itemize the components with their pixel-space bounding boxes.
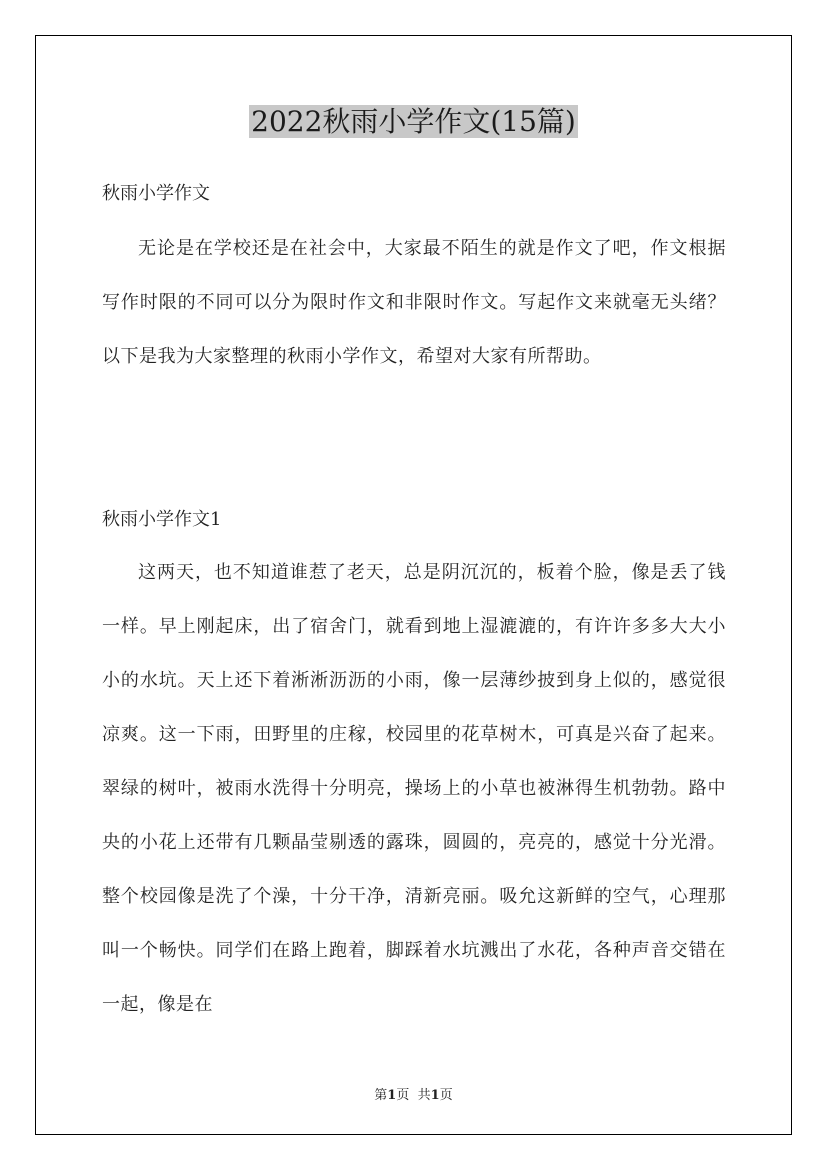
total-suffix: 页 [439,1088,453,1103]
page-suffix: 页 [396,1088,410,1103]
section1-heading: 秋雨小学作文1 [102,509,222,530]
intro-heading: 秋雨小学作文 [102,183,210,204]
total-prefix: 共 [417,1088,431,1103]
page-footer [0,1084,827,1103]
total-pages: 1 [430,1088,440,1103]
page-prefix: 第 [374,1088,388,1103]
intro-paragraph: 无论是在学校还是在社会中，大家最不陌生的就是作文了吧，作文根据写作时限的不同可以分为限时作文和非限时作文。写起作文来就毫无头绪？以下是我为大家整理的秋雨小学作文，希望对大家有所帮助。 [102,238,726,367]
title-text: 2022秋雨小学作文(15篇) [251,105,576,138]
document-title [0,100,827,144]
page-number: 1 [387,1088,397,1103]
section1-paragraph: 这两天，也不知道谁惹了老天，总是阴沉沉的，板着个脸，像是丢了钱一样。早上刚起床，出了宿舍门，就看到地上湿漉漉的，有许许多多大大小小的水坑。天上还下着淅淅沥沥的小雨，像一层薄纱披到身上似的，感觉很凉爽。这一下雨，田野里的庄稼，校园里的花草树木，可真是兴奋了起来。翠绿的树叶，被雨水洗得十分明亮，操场上的小草也被淋得生机勃勃。路中央的小花上还带有几颗晶莹剔透的露珠，圆圆的，亮亮的，感觉十分光滑。整个校园像是洗了个澡，十分干净，清新亮丽。吸允这新鲜的空气，心理那叫一个畅快。同学们在路上跑着，脚踩着水坑溅出了水花，各种声音交错在一起，像是在 [102,562,726,1015]
